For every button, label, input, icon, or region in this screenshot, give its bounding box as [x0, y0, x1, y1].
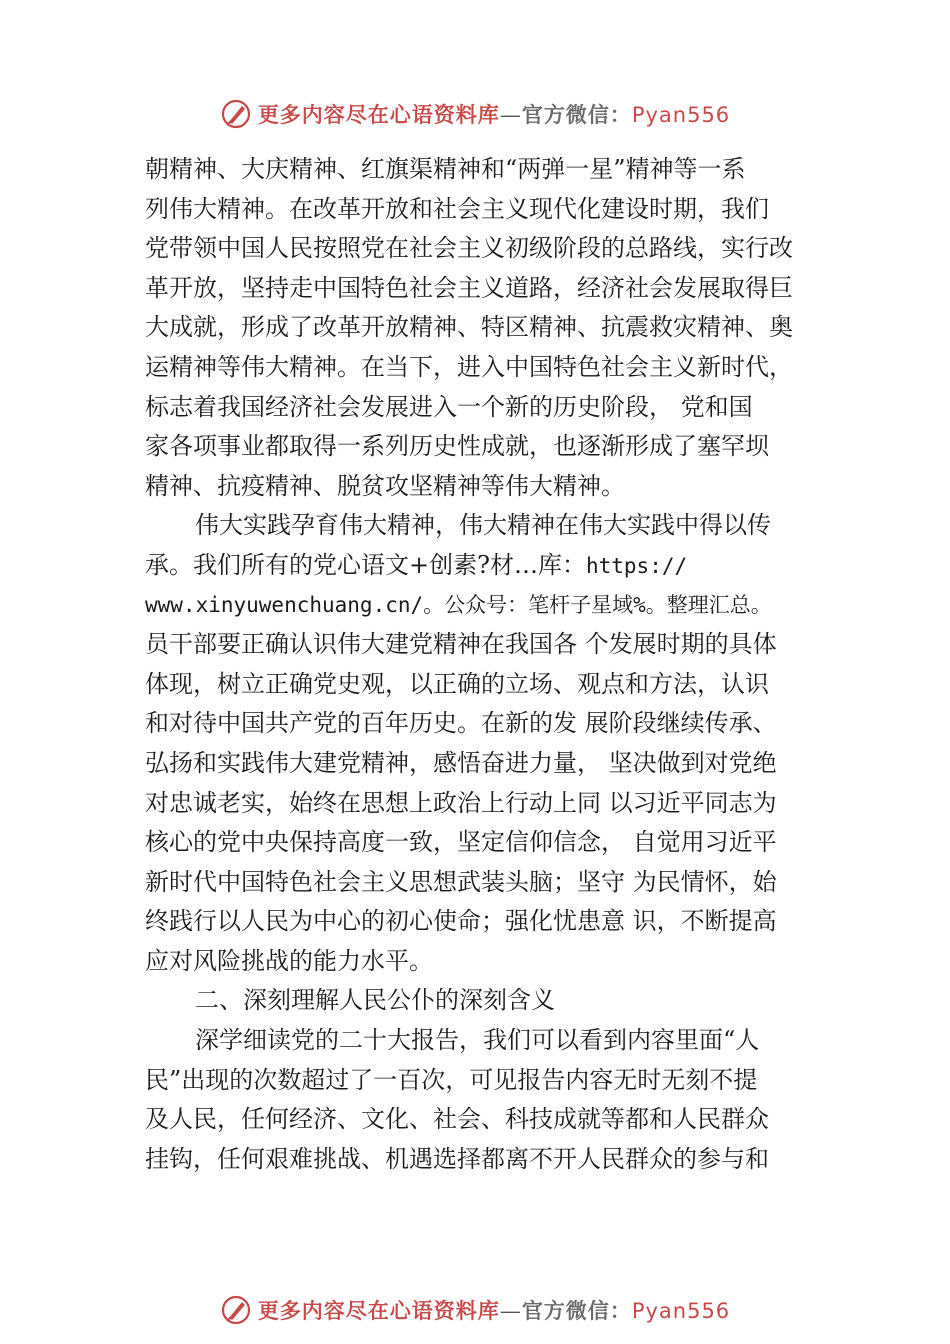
text-line: 弘扬和实践伟大建党精神，感悟奋进力量， 坚决做到对党绝	[145, 748, 777, 777]
text-line: 精神、抗疫精神、脱贫攻坚精神等伟大精神。	[145, 471, 625, 500]
text-line: 家各项事业都取得一系列历史性成就，也逐渐形成了塞罕坝	[145, 432, 769, 461]
banner-title: 更多内容尽在心语资料库	[257, 1298, 500, 1323]
paragraph-start-line: 伟大实践孕育伟大精神，伟大精神在伟大实践中得以传	[195, 511, 771, 540]
text-line: 列伟大精神。在改革开放和社会主义现代化建设时期，我们	[145, 194, 769, 223]
text-line: 大成就，形成了改革开放精神、特区精神、抗震救灾精神、奥	[145, 313, 793, 342]
text-line: 朝精神、大庆精神、红旗渠精神和“两弹一星”精神等一系	[145, 155, 746, 183]
text-line: 终践行以人民为中心的初心使命；强化忧患意 识，不断提高	[145, 907, 777, 936]
text-line: 核心的党中央保持高度一致，坚定信仰信念， 自觉用习近平	[145, 828, 777, 857]
document-body	[145, 150, 835, 1179]
header-watermark-banner	[0, 94, 950, 134]
text-line: 标志着我国经济社会发展进入一个新的历史阶段， 党和国	[145, 392, 753, 421]
text-line: 党带领中国人民按照党在社会主义初级阶段的总路线，实行改	[145, 234, 793, 263]
text-line	[145, 546, 835, 586]
text-line: 员干部要正确认识伟大建党精神在我国各 个发展时期的具体	[145, 630, 777, 659]
text-line: 挂钩，任何艰难挑战、机遇选择都离不开人民群众的参与和	[145, 1144, 769, 1173]
text-line: 体现，树立正确党史观，以正确的立场、观点和方法，认识	[145, 669, 769, 698]
text-line: 及人民，任何经济、文化、社会、科技成就等都和人民群众	[145, 1105, 769, 1134]
banner-wechat-id: Pyan556	[631, 1299, 731, 1323]
text-segment: 承。我们所有的党心语文+创素?材…库：	[145, 550, 586, 579]
banner-label: 官方微信：	[521, 1298, 632, 1323]
banner-wechat-id: Pyan556	[631, 103, 731, 127]
banner-title: 更多内容尽在心语资料库	[257, 102, 500, 127]
text-line: 新时代中国特色社会主义思想武装头脑；坚守 为民情怀，始	[145, 867, 777, 896]
banner-label: 官方微信：	[521, 102, 632, 127]
text-line: 民”出现的次数超过了一百次，可见报告内容无时无刻不提	[145, 1065, 758, 1094]
banner-separator: —	[499, 1299, 522, 1323]
quill-pen-icon	[220, 1294, 252, 1326]
paragraph-start-line: 深学细读党的二十大报告，我们可以看到内容里面“人	[195, 1026, 760, 1055]
footer-watermark-banner	[0, 1290, 950, 1330]
text-line: 应对风险挑战的能力水平。	[145, 946, 433, 975]
text-line: 革开放，坚持走中国特色社会主义道路，经济社会发展取得巨	[145, 273, 793, 302]
quill-pen-icon	[220, 98, 252, 130]
text-line: 运精神等伟大精神。在当下，进入中国特色社会主义新时代，	[145, 352, 793, 381]
banner-text	[258, 1295, 730, 1325]
url-line: www.xinyuwenchuang.cn/。公众号：笔杆子星域%。整理汇总。	[145, 592, 772, 617]
url-fragment: https://	[585, 553, 688, 578]
banner-text	[258, 99, 730, 129]
text-line: 对忠诚老实，始终在思想上政治上行动上同 以习近平同志为	[145, 788, 777, 817]
text-line: 和对待中国共产党的百年历史。在新的发 展阶段继续传承、	[145, 709, 777, 738]
banner-separator: —	[499, 103, 522, 127]
section-heading: 二、深刻理解人民公仆的深刻含义	[195, 986, 555, 1015]
